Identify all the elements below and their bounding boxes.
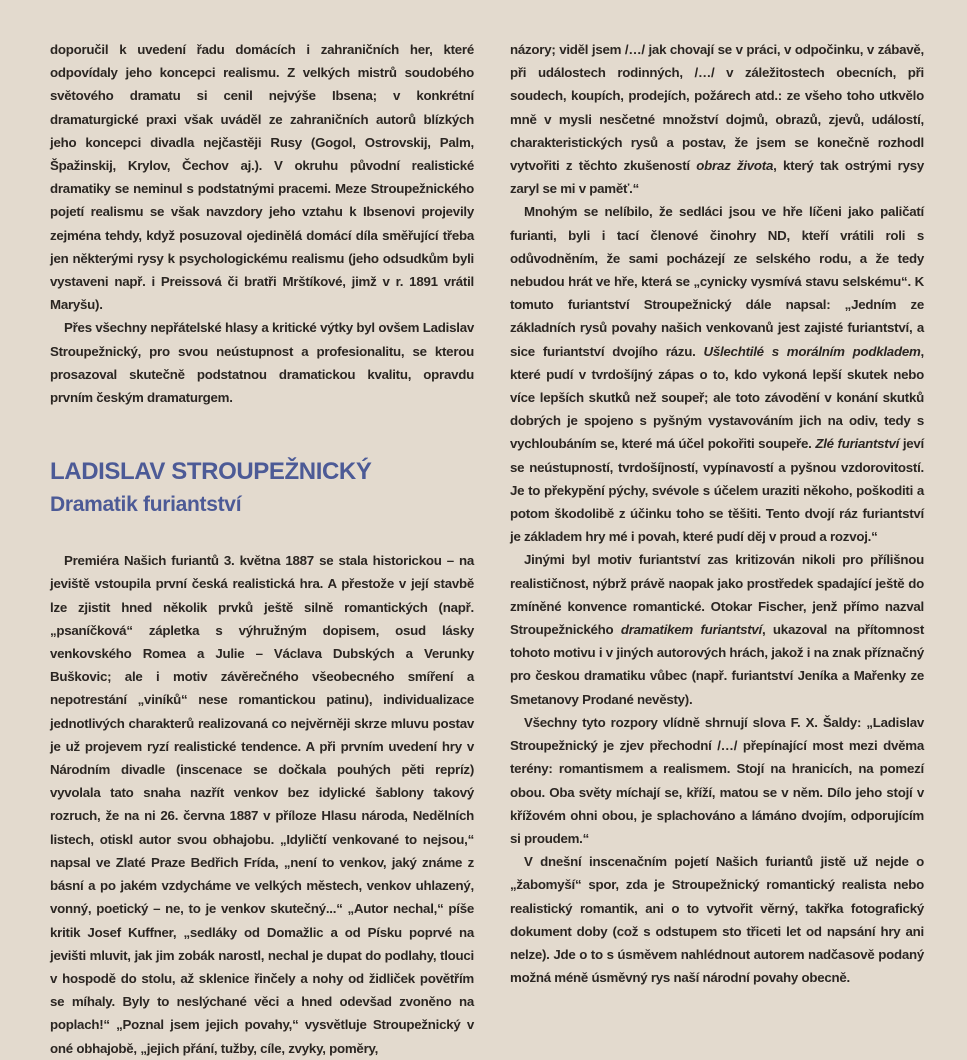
section-subtitle: Dramatik furiantství (50, 493, 242, 517)
paragraph-conclusion: V dnešní inscenačním pojetí Našich furiantů jistě už nejde o „žabomyší“ spor, zda je Stroupežnický romantický realista nebo realistický romantik, ani o to vytvořit věrný, takřka fotografický dokument doby (což s odstupem sto třiceti let od napsání hry ani nelze). Jde o to s úsměvem nahlédnout autorem nadčasově podaný možná méně úsměvný rys naší národní povahy obecně. (510, 854, 924, 986)
paragraph-salda: Všechny tyto rozpory vlídně shrnují slova F. X. Šaldy: „Ladislav Stroupežnický je zjev přechodní /…/ přepínající most mezi dvěma terény: romantismem a realismem. Stojí na hranicích, na pomezí obou. Oba světy míchají se, kříží, matou se v něm. Dílo jeho stojí v křížovém ohni obou, je splachováno a lámáno dvojím, odporujícím si proudem.“ (510, 714, 924, 846)
text-span: jeví se neústupností, tvrdošíjností, vypínavostí a pyšnou vzdorovitostí. Je to překypění pýchy, svévole s účelem uraziti někoho, poškoditi a potom škodolibě z účinku toho se těšiti. Tento dvojí ráz furiantství je základem hry mé i povah, které pudí děj v proud a rozvoj.“ (510, 436, 924, 545)
paragraph-quote-continuation (510, 38, 924, 200)
emphasis-text: Ušlechtilé s morálním podkladem (703, 343, 921, 359)
left-column (50, 38, 474, 1060)
emphasis-text: Zlé furiantství (815, 436, 900, 452)
section-title: LADISLAV STROUPEŽNICKÝ (50, 458, 372, 486)
text-span: , který tak ostrými rysy zaryl se mi v paměť.“ (510, 158, 925, 197)
paragraph-continuation: doporučil k uvedení řadu domácích i zahraničních her, které odpovídaly jeho koncepci realismu. Z velkých mistrů soudobého světového dramatu si cenil nejvýše Ibsena; v konkrétní dramaturgické praxi však uváděl ze zahraničních autorů blízkých jeho koncepci divadla nejčastěji Rusy (Gogol, Ostrovskij, Palm, Špažinskij, Krylov, Čechov aj.). V okruhu původní realistické dramatiky se neminul s podstatnými pracemi. Meze Stroupežnického pojetí realismu se však navzdory jeho vztahu k Ibsenovi projevily zejména tehdy, když posuzoval ojedinělá domácí díla směřující třeba jen některými rysy k psychologickému realismu (jeho odsudkům byli vystaveni např. i Preissová či bratři Mrštíkové, jimž v r. 1891 vrátil Maryšu). (50, 42, 474, 313)
right-column (510, 38, 924, 989)
text-span: Jinými byl motiv furiantství zas kritizován nikoli pro přílišnou realističnost, nýbrž právě naopak jako prostředek spadající ještě do zmíněné konvence romantické. Otokar Fischer, jenž přímo nazval Stroupežnického (510, 552, 924, 638)
text-span: , které pudí v tvrdošíjný zápas o to, kdo vykoná lepší skutek nebo více lepších skutků než soupeř; ale toto závodění v konání skutků dobrých je spojeno s pyšným vystavováním jich na odiv, tedy s vychloubáním se, které má účel pokořiti soupeře. (510, 343, 924, 452)
paragraph-dramaturg-conclusion: Přes všechny nepřátelské hlasy a kritické výtky byl ovšem Ladislav Stroupežnický, pro svou neústupnost a profesionalitu, se kterou prosazoval skutečně podstatnou dramatickou kvalitu, opravdu prvním českým dramaturgem. (50, 320, 474, 406)
text-span: názory; viděl jsem /…/ jak chovají se v práci, v odpočinku, v zábavě, při událostech rodinných, /…/ v záležitostech obecních, při soudech, koupích, prodejích, požárech atd.: ze všeho toho utkvělo mně v mysli nesčetné množství dojmů, obrazů, zjevů, událostí, charakteristických rysů a postav, že jsem se konečně rozhodl vytvořiti z těchto zkušeností (510, 42, 924, 174)
emphasis-text: obraz života (696, 158, 774, 174)
paragraph-furiantstvi (510, 200, 924, 548)
emphasis-text: dramatikem furiantství (620, 622, 763, 638)
paragraph-premiere: Premiéra Našich furiantů 3. května 1887 se stala historickou – na jeviště vstoupila první česká realistická hra. A přestože v její stavbě lze zjistit hned několik prvků ještě silně romantických (např. „psaníčková“ zápletka s výhružným dopisem, osud lásky venkovského Romea a Julie – Václava Dubských a Verunky Buškovic; ale i motiv závěrečného všeobecného smíření a nepotrestání „viníků“ nese romantickou patinu), individualizace jednotlivých charakterů realizovaná co nejvěrněji skrze mluvu postav je už projevem ryzí realistické tendence. A při prvním uvedení hry v Národním divadle (inscenace se dočkala pouhých pěti repríz) vyvolala tato snaha nazřít venkov bez idylické šablony takový rozruch, že na ni 26. června 1887 v příloze Hlasu národa, Nedělních listech, otiskl autor svou obhajobu. „Idyličtí venkované to nejsou,“ napsal ve Zlaté Praze Bedřich Frída, „není to venkov, jaký známe z básní a po jakém vzdycháme ve velkých městech, venkov uhlazený, vonný, poetický – ne, to je venkov skutečný...“ „Autor nechal,“ píše kritik Josef Kuffner, „sedláky od Domažlic a od Písku poprvé na jevišti mluvit, jak jim zobák narostl, nechal je dupat do podlahy, tlouci v hospodě do stolu, až sklenice řinčely a nohy od židliček povětřím se míhaly. Byly to neslýchané věci a hned odevšad zvoněno na poplach!“ „Poznal jsem jejich povahy,“ vysvětluje Stroupežnický v oné obhajobě, „jejich přání, tužby, cíle, zvyky, poměry, (50, 553, 474, 1056)
section-heading (50, 455, 474, 521)
paragraph-criticism (510, 548, 924, 710)
text-span: Mnohým se nelíbilo, že sedláci jsou ve hře líčeni jako paličatí furianti, byli i tací členové činohry ND, kteří vrátili roli s odůvodněním, že sami pocházejí ze selského rodu, a že tedy nebudou hrát ve hře, která se „cynicky vysmívá stavu selskému“. K tomuto furiantství Stroupežnický dále napsal: „Jedním ze základních rysů povahy našich venkovanů jest zajisté furiantství, a sice furiantství dvojího rázu. (510, 204, 924, 359)
text-span: , ukazoval na přítomnost tohoto motivu i v jiných autorových hrách, jakož i na znak příznačný pro českou dramatiku vůbec (např. furiantství Jeníka a Mařenky ze Smetanovy Prodané nevěsty). (510, 622, 924, 707)
